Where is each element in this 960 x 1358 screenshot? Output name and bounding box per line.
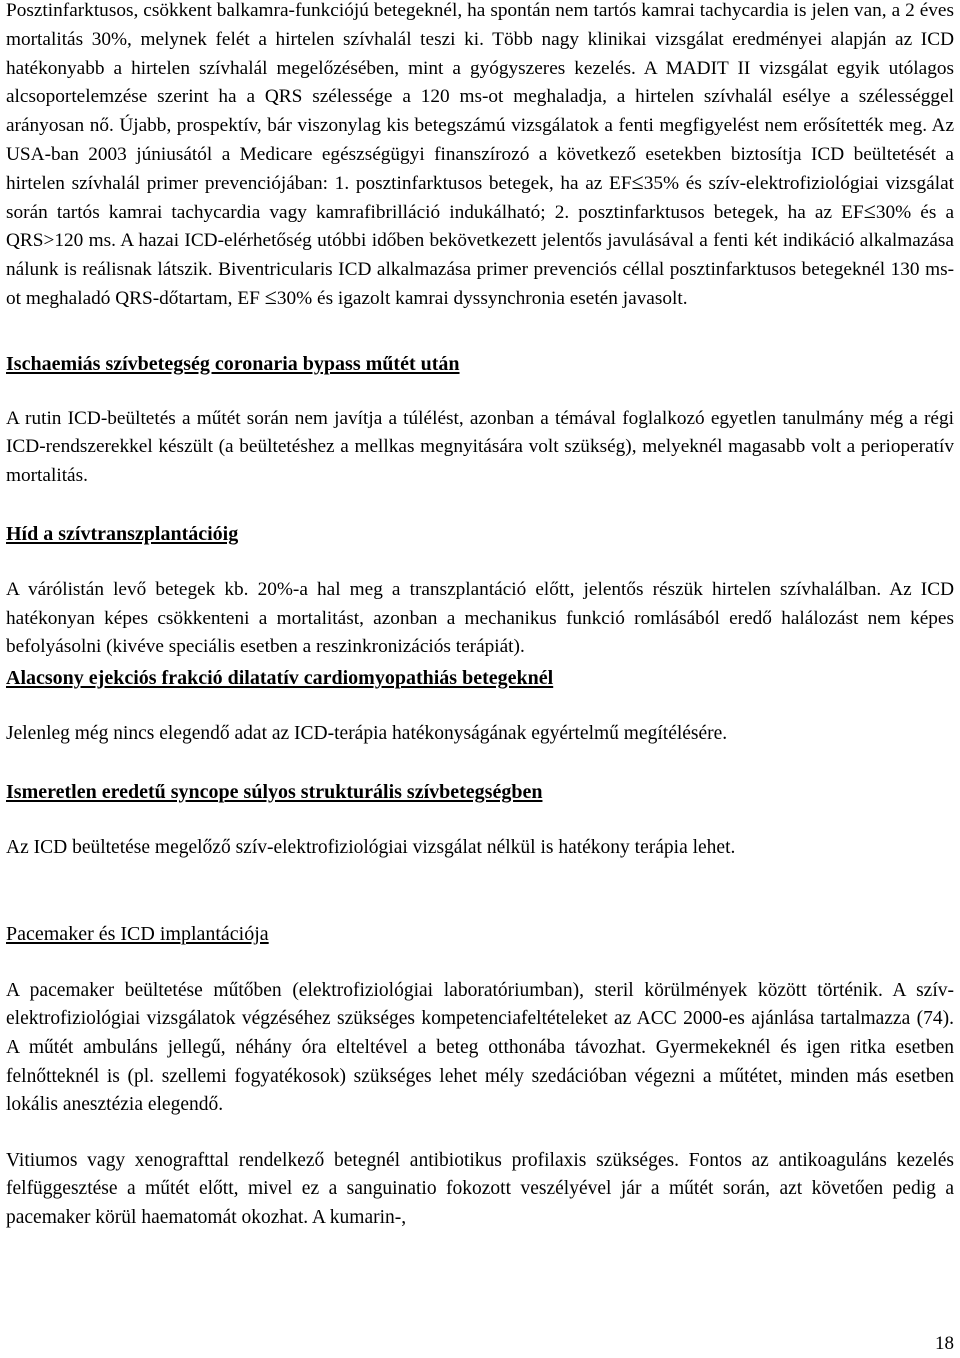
section-body-dilated-cardiomyopathy: Jelenleg még nincs elegendő adat az ICD-terápia hatékonyságának egyértelmű megítélésére.: [6, 722, 728, 744]
less-equal-symbol: ≤: [631, 168, 644, 194]
section-body-implantation-continued: Vitiumos vagy xenografttal rendelkező betegnél antibiotikus profilaxis szükséges. Fontos az antikoaguláns kezelés felfüggesztése a műtét előtt, mivel ez a sanguinatio fokozott veszélyével jár a műtét során, azt követően pedig a pacemaker körül haematomát okozhat. A kumarin-,: [6, 1149, 954, 1228]
section-body-transplant: A várólistán levő betegek kb. 20%-a hal meg a transzplantáció előtt, jelentős részük hirtelen szívhalálban. Az ICD hatékonyan képes csökkenteni a mortalitást, azonban a mechanikus funkció romlásából eredő halálozást nem képes befolyásolni (kivéve speciális esetben a reszinkronizációs terápiát).: [6, 579, 954, 658]
section-body-implantation: A pacemaker beültetése műtőben (elektrofiziológiai laboratóriumban), steril körülmények között történik. A szív-elektrofiziológiai vizsgálatok végzéséhez szükséges kompetenciafeltételeket az ACC 2000-es ajánlása tartalmazza (74). A műtét ambuláns jellegű, néhány óra elteltével a beteg otthonába távozhat. Gyermekeknél és igen ritka esetben felnőtteknél is (pl. szellemi fogyatékosok) szükséges lehet mély szedációban végezni a műtétet, minden más esetben lokális anesztézia elegendő.: [6, 979, 954, 1116]
section-body-syncope: Az ICD beültetése megelőző szív-elektrofiziológiai vizsgálat nélkül is hatékony terápia lehet.: [6, 836, 736, 858]
section-heading-dilated-cardiomyopathy: Alacsony ejekciós frakció dilatatív cardiomyopathiás betegeknél: [6, 666, 554, 689]
intro-paragraph: Posztinfarktusos, csökkent balkamra-funkciójú betegeknél, ha spontán nem tartós kamrai tachycardia is jelen van, a 2 éves mortalitás 30%, melynek felét a hirtelen szívhalál teszi ki. Több nagy klinikai vizsgálat eredményei alapján az ICD hatékonyabb a hirtelen szívhalál megelőzésében, mint a gyógyszeres kezelés. A MADIT II vizsgálat egyik utólagos alcsoportelemzése szerint ha a QRS szélessége a 120 ms-ot meghaladja, a hirtelen szívhalál esélye a szélességgel arányosan nő. Újabb, prospektív, bár viszonylag kis betegszámú vizsgálatok a fenti megfigyelést nem erősítették meg. Az USA-ban 2003 júniusától a Medicare egészségügyi finanszírozó a következő esetekben biztosítja ICD beültetését a hirtelen szívhalál primer prevenciójában: 1. posztinfarktusos betegek, ha az EF≤35% és szív-elektrofiziológiai vizsgálat során tartós kamrai tachycardia vagy kamrafibrilláció indukálható; 2. posztinfarktusos betegek, ha az EF≤30% és a QRS>120 ms. A hazai ICD-elérhetőség utóbbi időben bekövetkezett jelentős javulásával a fenti két indikáció alkalmazása nálunk is reálisnak látszik. Biventricularis ICD alkalmazása primer prevenciós céllal posztinfarktusos betegeknél 130 ms-ot meghaladó QRS-dőtartam, EF ≤30% és igazolt kamrai dyssynchronia esetén javasolt.: [6, 0, 955, 309]
section-heading-implantation: Pacemaker és ICD implantációja: [6, 922, 269, 945]
section-heading-transplant: Híd a szívtranszplantációig: [6, 523, 239, 546]
section-heading-bypass: Ischaemiás szívbetegség coronaria bypass műtét után: [6, 352, 460, 375]
section-body-bypass: A rutin ICD-beültetés a műtét során nem javítja a túlélést, azonban a témával foglalkozó egyetlen tanulmány még a régi ICD-rendszerekkel készült (a beültetéshez a mellkas megnyitására volt szükség), melyeknél magasabb volt a perioperatív mortalitás.: [6, 407, 954, 486]
page-number: 18: [935, 1333, 954, 1354]
less-equal-symbol: ≤: [264, 283, 277, 309]
document-page: [6, 0, 954, 1233]
section-heading-syncope: Ismeretlen eredetű syncope súlyos strukturális szívbetegségben: [6, 780, 543, 803]
less-equal-symbol: ≤: [863, 197, 876, 223]
